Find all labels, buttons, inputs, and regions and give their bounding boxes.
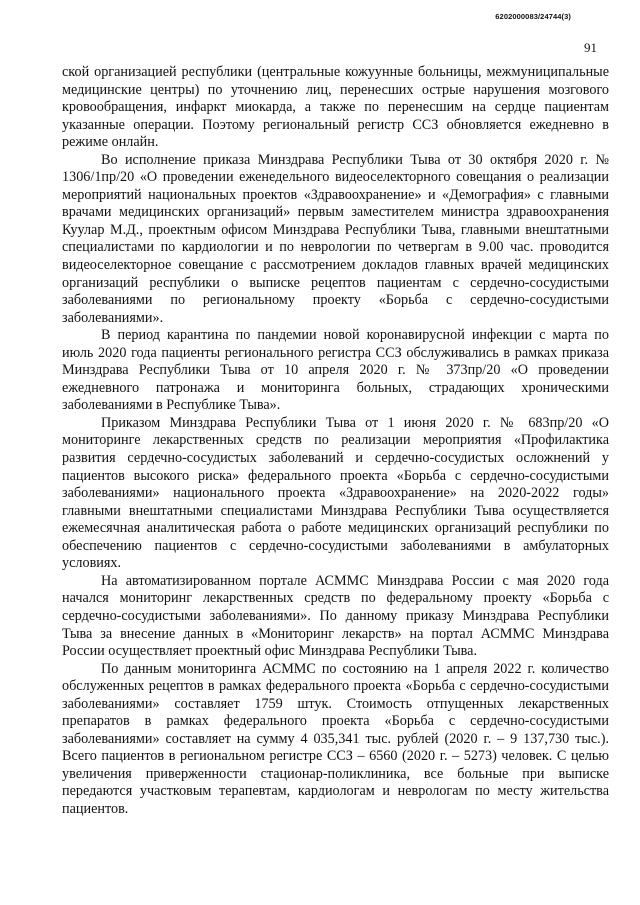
paragraph-order-683: Приказом Минздрава Республики Тыва от 1 июня 2020 г. № 683пр/20 «О мониторинге лекарственных средств по реализации мероприятия «Профилактика развития сердечно-сосудистых заболеваний и сердечно-сосудистых осложнений у пациентов высокого риска» федерального проекта «Борьба с сердечно-сосудистыми заболеваниями» национального проекта «Здравоохранение» на 2020-2022 годы» главными внештатными специалистами Минздрава Республики Тыва осуществляется ежемесячная аналитическая работа о работе медицинских организаций республики по обеспечению пациентов с сердечно-сосудистыми заболеваниями в амбулаторных условиях. <box>62 414 609 572</box>
paragraph-quarantine-period: В период карантина по пандемии новой коронавирусной инфекции с марта по июль 2020 года пациенты регионального регистра ССЗ обслуживались в рамках приказа Минздрава Республики Тыва от 10 апреля 2020 г. № 373пр/20 «О проведении ежедневного патронажа и мониторинга больных, страдающих хроническими заболеваниями в Республике Тыва». <box>62 327 609 414</box>
paragraph-continuation: ской организацией республики (центральные кожуунные больницы, межмуниципальные медицинские центры) по уточнению лиц, перенесших острые нарушения мозгового кровообращения, инфаркт миокарда, а также по перенесшим на сердце пациентам указанные операции. Поэтому региональный регистр ССЗ обновляется ежедневно в режиме онлайн. <box>62 64 609 151</box>
page-number: 91 <box>584 40 597 55</box>
paragraph-asmms-portal: На автоматизированном портале АСММС Минздрава России с мая 2020 года начался мониторинг лекарственных средств по федеральному проекту «Борьба с сердечно-сосудистыми заболеваниями». По данному приказу Минздрава Республики Тыва за внесение данных в «Мониторинг лекарств» на портал АСММС Минздрава России осуществляет проектный офис Минздрава Республики Тыва. <box>62 572 609 660</box>
document-id: 6202000083/24744(3) <box>495 12 571 21</box>
paragraph-monitoring-data: По данным мониторинга АСММС по состоянию на 1 апреля 2022 г. количество обслуженных рецептов в рамках федерального проекта «Борьба с сердечно-сосудистыми заболеваниями» составляет 1759 штук. Стоимость отпущенных лекарственных препаратов в рамках федерального проекта «Борьба с сердечно-сосудистыми заболеваниями» составляет на сумму 4 035,341 тыс. рублей (2020 г. – 9 137,730 тыс.). Всего пациентов в региональном регистре ССЗ – 6560 (2020 г. – 5273) человек. С целью увеличения приверженности стационар-поликлиника, все больные при выписке передаются участковым терапевтам, кардиологам и неврологам по месту жительства пациентов. <box>62 660 609 817</box>
paragraph-order-1306: Во исполнение приказа Минздрава Республики Тыва от 30 октября 2020 г. № 1306/1пр/20 «О проведении еженедельного видеоселекторного совещания о реализации мероприятий национальных проектов «Здравоохранение» и «Демография» с главными врачами медицинских организаций» первым заместителем министра здравоохранения Куулар М.Д., проектным офисом Минздрава Республики Тыва, главными внештатными специалистами по кардиологии и по неврологии по четвергам в 9.00 час. проводится видеоселекторное совещание с рассмотрением докладов главных врачей медицинских организаций республики о выписке рецептов пациентам с сердечно-сосудистыми заболеваниями по региональному проекту «Борьба с сердечно-сосудистыми заболеваниями». <box>62 151 609 326</box>
document-body <box>62 64 609 819</box>
